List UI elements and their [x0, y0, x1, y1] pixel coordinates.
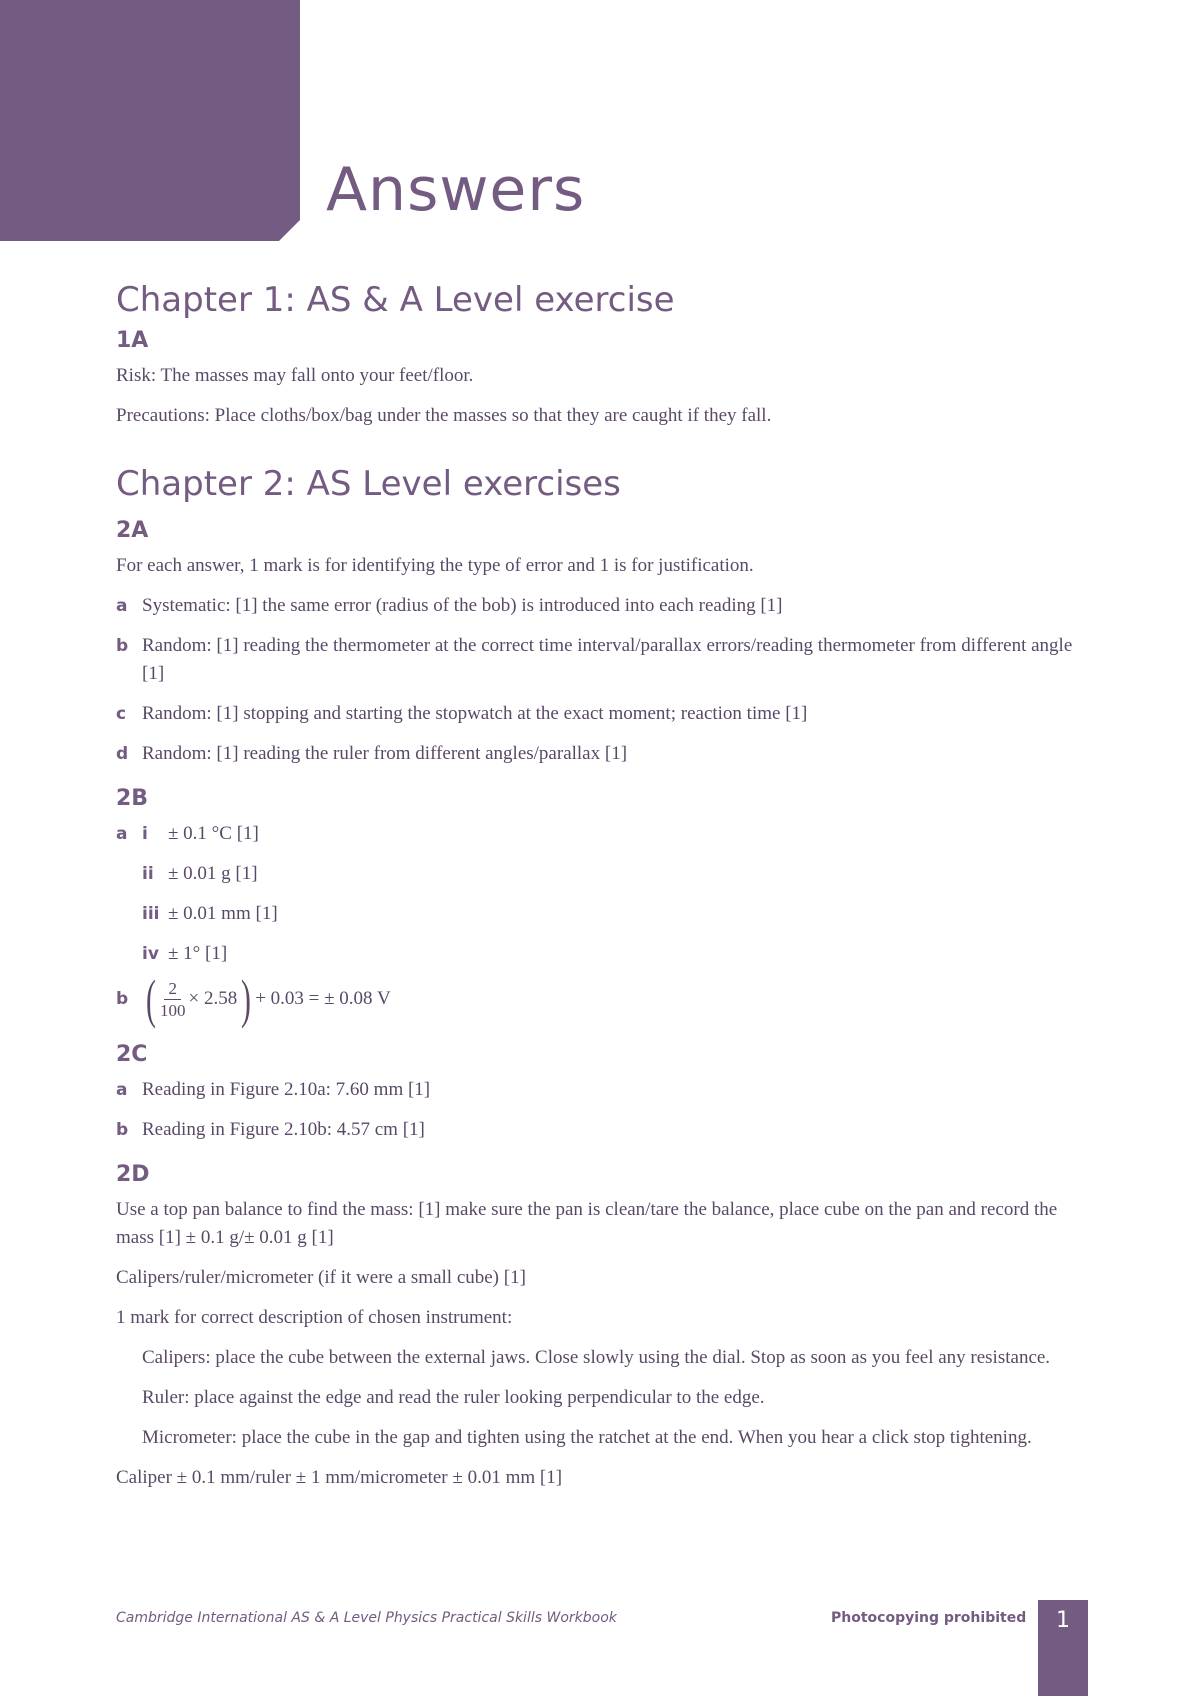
item-label: a	[116, 1080, 128, 1100]
section-2d-heading: 2D	[116, 1162, 150, 1187]
page-title: Answers	[326, 155, 586, 225]
section-2b-heading: 2B	[116, 786, 149, 811]
item-text: Random: [1] reading the thermometer at the correct time interval/parallax errors/reading thermometer from different angle [1]	[142, 635, 1073, 684]
precautions-text: Precautions: Place cloths/box/bag under the masses so that they are caught if they fall.	[116, 405, 772, 426]
item-label: b	[116, 989, 129, 1009]
answer-2a-b	[116, 632, 1096, 688]
corner-decoration	[0, 0, 300, 241]
section-1a-heading: 1A	[116, 328, 149, 353]
item-text: Random: [1] reading the ruler from different angles/parallax [1]	[142, 743, 628, 764]
footer-copyright-notice: Photocopying prohibited	[831, 1610, 1027, 1626]
item-text: Reading in Figure 2.10b: 4.57 cm [1]	[142, 1119, 425, 1140]
fraction	[160, 978, 186, 1021]
subitem-text: ± 0.01 mm [1]	[168, 903, 278, 924]
instrument-choice-text: Calipers/ruler/micrometer (if it were a small cube) [1]	[116, 1267, 526, 1288]
subitem-text: ± 1° [1]	[168, 943, 228, 964]
answer-2b-a-iv	[116, 940, 1096, 968]
answers-content	[116, 280, 1096, 1492]
footer-book-title: Cambridge International AS & A Level Physics Practical Skills Workbook	[116, 1610, 617, 1626]
risk-text: Risk: The masses may fall onto your feet/floor.	[116, 365, 474, 386]
item-label: c	[116, 704, 127, 724]
answer-2b-a-iii	[116, 900, 1096, 928]
balance-text: Use a top pan balance to find the mass: [1] make sure the pan is clean/tare the balance, place cube on the pan and record the mass [1] ± 0.1 g/± 0.01 g [1]	[116, 1199, 1058, 1248]
answer-2a-d	[116, 740, 1096, 768]
item-label: b	[116, 1120, 129, 1140]
chapter-1-heading: Chapter 1: AS & A Level exercise	[116, 280, 675, 320]
answer-2c-a	[116, 1076, 1096, 1104]
fraction-numerator: 2	[164, 978, 181, 1000]
item-text: Systematic: [1] the same error (radius of the bob) is introduced into each reading [1]	[142, 595, 783, 616]
answer-2b-a-i	[116, 820, 1096, 848]
calipers-description: Calipers: place the cube between the external jaws. Close slowly using the dial. Stop as soon as you feel any resistance.	[142, 1347, 1051, 1368]
equation-times: × 2.58	[188, 988, 238, 1009]
answer-2b-a-ii	[116, 860, 1096, 888]
item-text: Random: [1] stopping and starting the stopwatch at the exact moment; reaction time [1]	[142, 703, 808, 724]
item-label: b	[116, 636, 129, 656]
close-paren: )	[241, 969, 252, 1029]
page-number-tab	[1038, 1600, 1088, 1696]
precision-text: Caliper ± 0.1 mm/ruler ± 1 mm/micrometer ± 0.01 mm [1]	[116, 1467, 563, 1488]
subitem-label: iv	[142, 944, 159, 964]
item-text: Reading in Figure 2.10a: 7.60 mm [1]	[142, 1079, 431, 1100]
answer-2b-b	[116, 970, 1096, 1028]
section-2c-heading: 2C	[116, 1042, 148, 1067]
item-label: a	[116, 596, 128, 616]
chapter-2-heading: Chapter 2: AS Level exercises	[116, 464, 621, 504]
section-2a-heading: 2A	[116, 518, 149, 543]
answer-2c-b	[116, 1116, 1096, 1144]
subitem-text: ± 0.1 °C [1]	[168, 823, 259, 844]
page-number: 1	[1056, 1608, 1070, 1633]
fraction-denominator: 100	[159, 1000, 186, 1020]
answer-2a-a	[116, 592, 1096, 620]
subitem-text: ± 0.01 g [1]	[168, 863, 258, 884]
section-2a-intro: For each answer, 1 mark is for identifying the type of error and 1 is for justification.	[116, 555, 754, 576]
equation-result: + 0.03 = ± 0.08 V	[255, 988, 391, 1009]
micrometer-description: Micrometer: place the cube in the gap and tighten using the ratchet at the end. When you hear a click stop tightening.	[142, 1427, 1032, 1448]
description-marks-text: 1 mark for correct description of chosen instrument:	[116, 1307, 513, 1328]
ruler-description: Ruler: place against the edge and read the ruler looking perpendicular to the edge.	[142, 1387, 765, 1408]
item-label: a	[116, 824, 128, 844]
item-label: d	[116, 744, 129, 764]
subitem-label: i	[142, 824, 148, 844]
subitem-label: iii	[142, 904, 160, 924]
answer-2a-c	[116, 700, 1096, 728]
subitem-label: ii	[142, 864, 154, 884]
open-paren: (	[146, 969, 156, 1029]
